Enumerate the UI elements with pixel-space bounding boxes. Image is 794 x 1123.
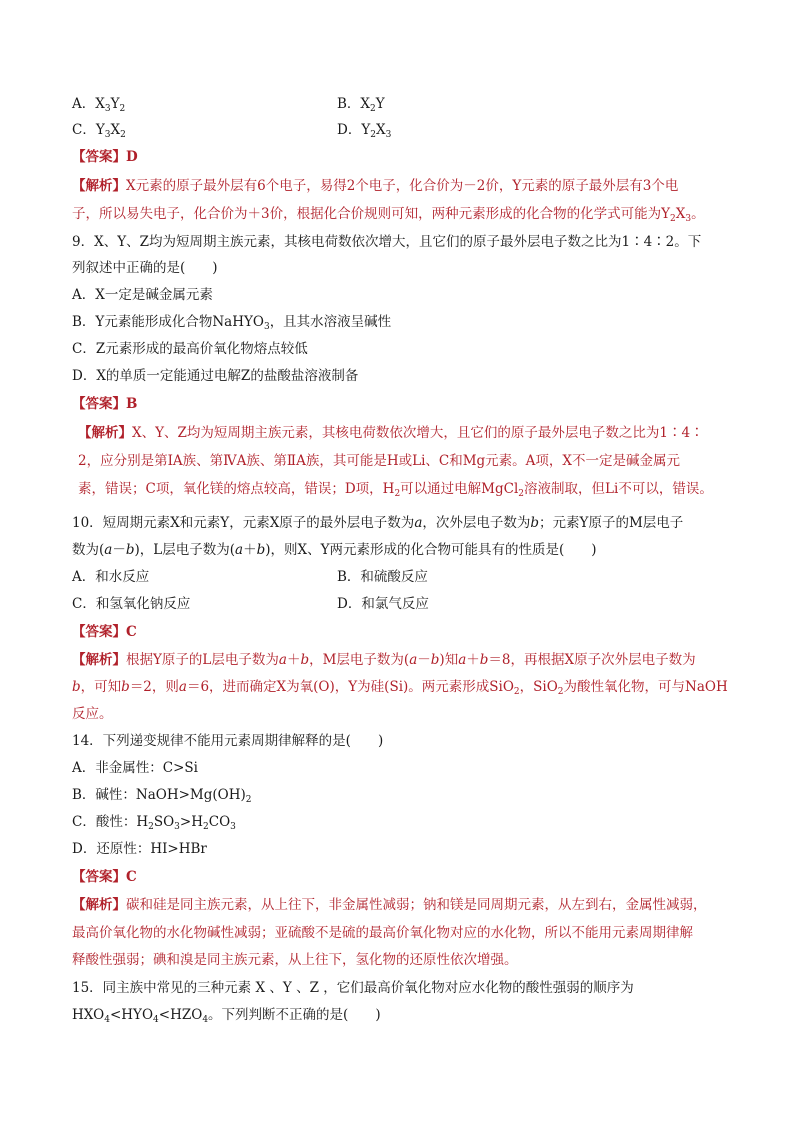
q14-option-c: C．酸性：$H_2SO_3>H_2CO_3$ [72, 814, 236, 832]
q10-option-b: B．和硫酸反应 [337, 569, 428, 585]
q10-option-a: A．和水反应 [72, 569, 150, 585]
q14-stem: 14．下列递变规律不能用元素周期律解释的是( ) [72, 733, 384, 749]
q10-explanation-line3: 反应。 [72, 706, 113, 722]
q10-explanation-line2: b，可知b＝2，则a＝6，进而确定X为氧(O)，Y为硅(Si)。两元素形成SiO$_2$，SiO$_2$为酸性氧化物，可与NaOH [72, 679, 728, 697]
q10-option-d: D．和氯气反应 [337, 596, 429, 612]
q10-answer: 【答案】C [72, 624, 137, 640]
q9-explanation-line3: 素，错误；C项，氧化镁的熔点较高，错误；D项，$H_2$可以通过电解MgCl$_2$溶液制取，但Li不可以，错误。 [78, 481, 713, 499]
q10-explanation-line1: 【解析】根据Y原子的L层电子数为a＋b，M层电子数为(a－b)知a＋b＝8，再根据X原子次外层电子数为 [72, 652, 696, 668]
q10-stem-line1: 10．短周期元素X和元素Y，元素X原子的最外层电子数为a，次外层电子数为b；元素Y原子的M层电子 [72, 515, 684, 531]
q8-option-c: C．$Y_3X_2$ [72, 122, 126, 140]
q14-explanation-line1: 【解析】碳和硅是同主族元素，从上往下，非金属性减弱；钠和镁是同周期元素，从左到右，金属性减弱， [72, 897, 707, 913]
q9-answer: 【答案】B [72, 396, 138, 412]
q8-answer: 【答案】D [72, 149, 138, 165]
q14-option-d: D．还原性：HI>HBr [72, 841, 207, 857]
q9-explanation-line2: 2，应分别是第ⅠA族、第ⅣA族、第ⅡA族，其可能是H或Li、C和Mg元素。A项，X不一定是碱金属元 [78, 453, 681, 469]
q14-explanation-line3: 释酸性强弱；碘和溴是同主族元素，从上往下，氢化物的还原性依次增强。 [72, 952, 518, 968]
q14-option-b: B．碱性：$NaOH>Mg(OH)_2$ [72, 787, 252, 805]
q10-option-c: C．和氢氧化钠反应 [72, 596, 191, 612]
q15-stem-line1: 15．同主族中常见的三种元素 X 、Y 、Z ，它们最高价氧化物对应水化物的酸性强弱的顺序为 [72, 980, 634, 996]
q8-explanation-line2: 子，所以易失电子，化合价为＋3价，根据化合价规则可知，两种元素形成的化合物的化学式可能为$Y_2X_3$。 [72, 206, 705, 224]
q8-option-d: D．$Y_2X_3$ [337, 122, 392, 140]
q9-option-d: D．X的单质一定能通过电解Z的盐酸盐溶液制备 [72, 368, 359, 384]
q10-stem-line2: 数为(a－b)，L层电子数为(a＋b)，则X、Y两元素形成的化合物可能具有的性质是( ) [72, 542, 597, 558]
q8-explanation-line1: 【解析】X元素的原子最外层有6个电子，易得2个电子，化合价为－2价，Y元素的原子最外层有3个电 [72, 178, 679, 194]
q9-explanation-line1: 【解析】X、Y、Z均为短周期主族元素，其核电荷数依次增大，且它们的原子最外层电子数之比为1∶4∶ [78, 425, 704, 441]
q8-option-b: B．$X_2Y$ [337, 96, 385, 114]
q9-stem-line2: 列叙述中正确的是( ) [72, 260, 218, 276]
q14-explanation-line2: 最高价氧化物的水化物碱性减弱；亚硫酸不是硫的最高价氧化物对应的水化物，所以不能用元素周期律解 [72, 925, 693, 941]
q14-answer: 【答案】C [72, 869, 137, 885]
q8-option-a: A．$X_3Y_2$ [72, 96, 126, 114]
q9-option-b: B．Y元素能形成化合物NaHYO$_3$，且其水溶液呈碱性 [72, 314, 392, 332]
q9-option-a: A．X一定是碱金属元素 [72, 287, 213, 303]
q14-option-a: A．非金属性：C>Si [72, 760, 198, 776]
q9-stem-line1: 9．X、Y、Z均为短周期主族元素，其核电荷数依次增大，且它们的原子最外层电子数之比为1∶4∶2。下 [72, 234, 702, 250]
q15-stem-line2: $HXO_4<HYO_4<HZO_4$。下列判断不正确的是( ) [72, 1007, 381, 1025]
q9-option-c: C．Z元素形成的最高价氧化物熔点较低 [72, 341, 308, 357]
